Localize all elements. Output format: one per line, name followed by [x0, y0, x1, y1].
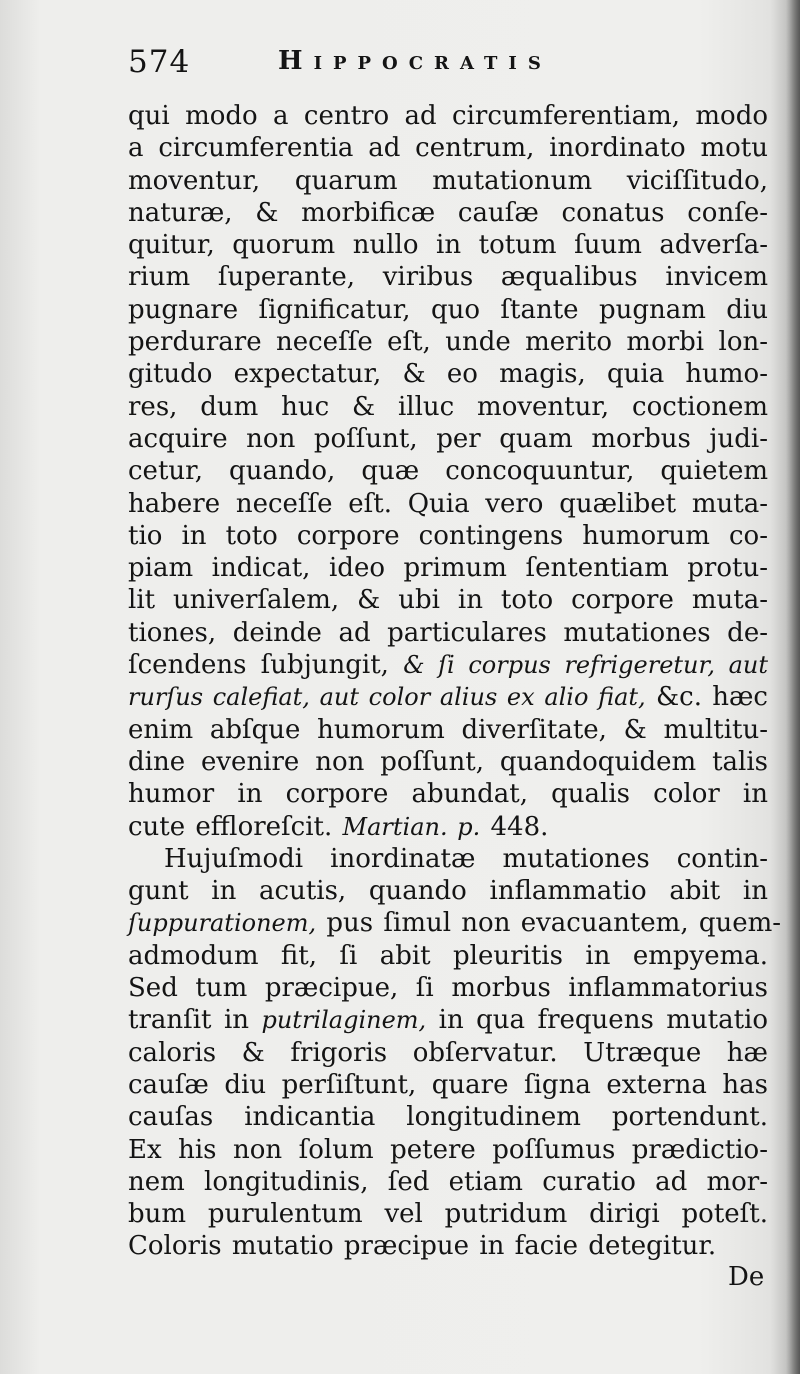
text-line — [128, 681, 768, 713]
text-run: res, dum huc & illuc moventur, coctionem — [128, 391, 768, 422]
text-run: dine evenire non poſſunt, quandoquidem talis — [128, 746, 768, 777]
text-line — [128, 488, 768, 520]
text-line — [128, 746, 768, 778]
text-run: admodum fit, ſi abit pleuritis in empyema. — [128, 940, 768, 971]
text-line — [128, 811, 768, 843]
text-run: nem longitudinis, ſed etiam curatio ad mor- — [128, 1166, 768, 1197]
text-run: cetur, quando, quæ concoquuntur, quietem — [128, 456, 768, 487]
text-line — [128, 326, 768, 358]
running-title: Hippocratis — [278, 46, 552, 76]
text-line — [128, 261, 768, 293]
text-run: caloris & frigoris obſervatur. Utræque hæ — [128, 1037, 768, 1068]
text-run: Sed tum præcipue, ſi morbus inflammatorius — [128, 973, 768, 1004]
text-line — [128, 714, 768, 746]
text-run: gunt in acutis, quando inflammatio abit in — [128, 876, 768, 907]
text-line — [128, 197, 768, 229]
text-run: enim abſque humorum diverſitate, & multitu- — [128, 714, 768, 745]
text-run: quitur, quorum nullo in totum ſuum adverſa- — [128, 230, 768, 261]
text-line — [128, 875, 768, 907]
text-line — [128, 1198, 768, 1230]
text-line — [128, 972, 768, 1004]
text-run: &c. hæc — [645, 682, 768, 713]
text-run: a circumferentia ad centrum, inordinato motu — [128, 133, 768, 164]
text-line — [128, 1037, 768, 1069]
italic-run: putrilaginem, — [261, 1006, 427, 1035]
text-line — [128, 1230, 768, 1262]
text-run: tranſit in — [128, 1005, 262, 1036]
italic-run: Martian. p. — [342, 812, 481, 841]
text-line — [128, 455, 768, 487]
body-text — [128, 100, 782, 1263]
text-run: qui modo a centro ad circumferentiam, modo — [128, 101, 768, 131]
text-line — [128, 940, 768, 972]
text-run: Hujuſmodi inordinatæ mutationes contin- — [164, 843, 768, 874]
text-line — [128, 617, 768, 649]
text-line — [128, 358, 768, 390]
text-line — [128, 584, 768, 616]
text-run: pugnare ſignificatur, quo ſtante pugnam diu — [128, 294, 768, 325]
italic-run: & ſi corpus refrigeretur, aut — [403, 651, 768, 680]
text-run: acquire non poſſunt, per quam morbus judi- — [128, 423, 768, 454]
text-line — [128, 100, 768, 132]
text-run: Ex his non ſolum petere poſſumus prædictio- — [128, 1134, 768, 1165]
text-line — [128, 843, 768, 875]
page-header — [128, 44, 628, 84]
text-line — [128, 1166, 768, 1198]
text-run: cute effloreſcit. — [128, 811, 343, 842]
text-run: bum purulentum vel putridum dirigi poteſt. — [128, 1199, 768, 1230]
text-run: Coloris mutatio præcipue in facie detegitur. — [128, 1231, 717, 1262]
catchword: De — [728, 1262, 765, 1292]
italic-run: rurſus calefiat, aut color alius ex alio fiat, — [128, 683, 646, 712]
text-run: cauſæ diu perſiſtunt, quare ſigna externa has — [128, 1069, 768, 1100]
text-run: lit univerſalem, & ubi in toto corpore muta- — [128, 585, 768, 616]
text-line — [128, 907, 782, 939]
text-line — [128, 778, 768, 810]
text-line — [128, 1101, 768, 1133]
text-line — [128, 552, 768, 584]
text-run: pus ſimul non evacuantem, quem- — [316, 908, 782, 939]
text-line — [128, 1004, 768, 1036]
text-run: humor in corpore abundat, qualis color in — [128, 779, 768, 810]
text-run: naturæ, & morbificæ cauſæ conatus conſe- — [128, 197, 768, 228]
text-run: tio in toto corpore contingens humorum co- — [128, 520, 768, 551]
text-run: tiones, deinde ad particulares mutationes de- — [128, 617, 768, 648]
text-line — [128, 423, 768, 455]
text-run: moventur, quarum mutationum viciſſitudo, — [128, 165, 768, 196]
text-run: habere neceſſe eſt. Quia vero quælibet muta- — [128, 488, 768, 519]
text-run: in qua frequens mutatio — [426, 1005, 768, 1036]
text-line — [128, 229, 768, 261]
text-line — [128, 520, 768, 552]
text-run: ſcendens ſubjungit, — [128, 650, 404, 681]
text-line — [128, 294, 768, 326]
text-line — [128, 1134, 768, 1166]
text-line — [128, 132, 768, 164]
text-line — [128, 1069, 768, 1101]
text-run: rium ſuperante, viribus æqualibus invicem — [128, 262, 768, 293]
page-number: 574 — [128, 44, 191, 80]
italic-run: ſuppurationem, — [128, 909, 317, 938]
text-line — [128, 391, 768, 423]
page-edge-shadow — [786, 0, 800, 1374]
text-run: 448. — [480, 811, 549, 842]
text-run: piam indicat, ideo primum ſententiam protu- — [128, 553, 768, 584]
text-line — [128, 649, 768, 681]
text-run: gitudo expectatur, & eo magis, quia humo- — [128, 359, 768, 390]
text-run: cauſas indicantia longitudinem portendunt. — [128, 1102, 768, 1133]
text-run: perdurare neceſſe eſt, unde merito morbi lon- — [128, 327, 768, 358]
text-line — [128, 165, 768, 197]
